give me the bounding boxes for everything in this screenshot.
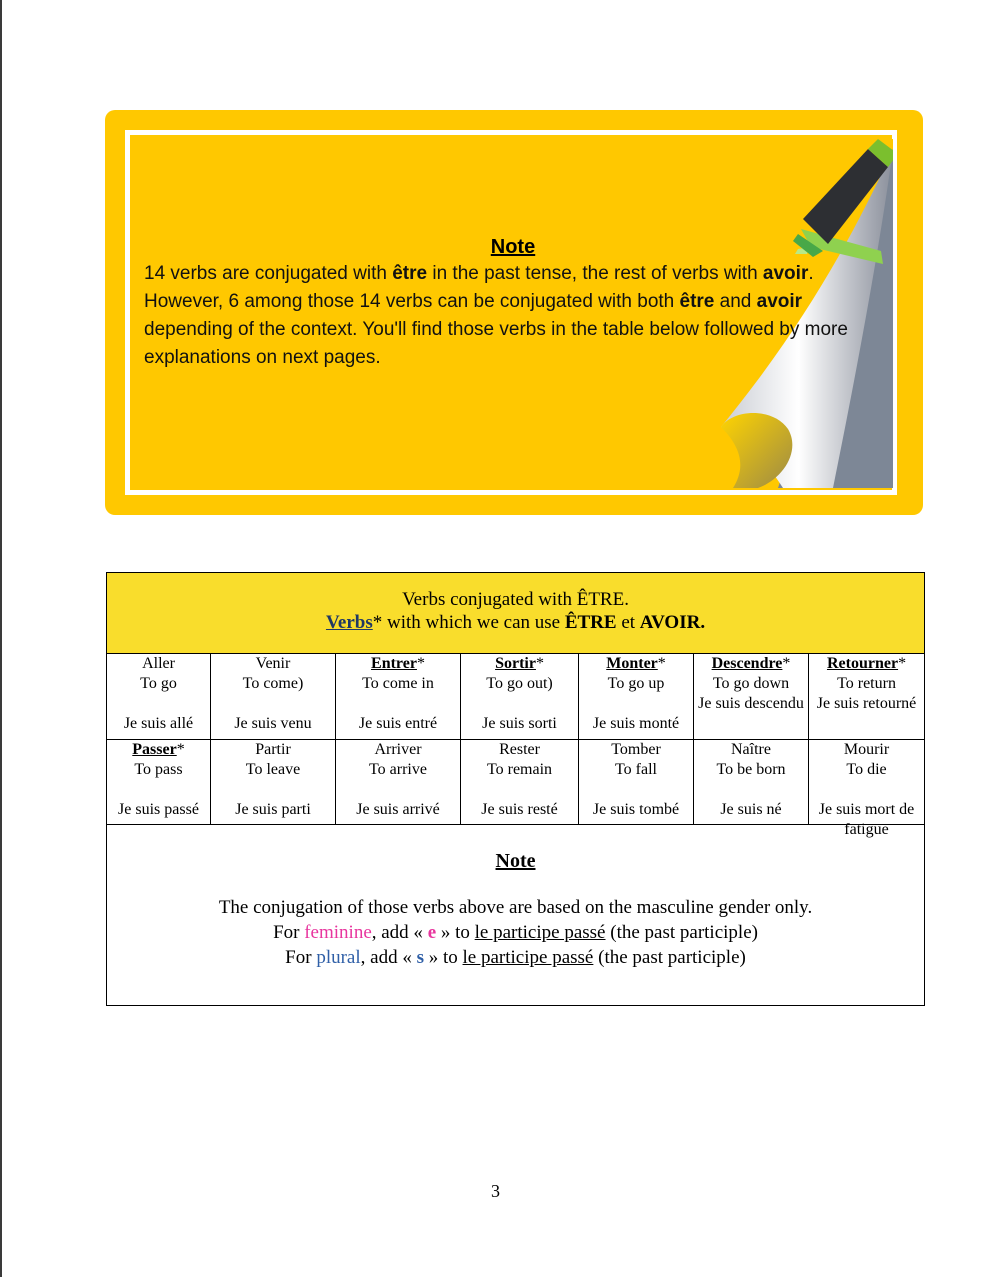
verb-participle: Je suis monté <box>592 715 680 733</box>
verb-infinitive: Retourner* <box>826 655 907 673</box>
verb-infinitive: Arriver <box>374 740 422 758</box>
table-note-title: Note <box>495 850 536 873</box>
note-line-1: The conjugation of those verbs above are based on the masculine gender only. <box>218 897 813 919</box>
verb-infinitive: Venir <box>255 655 291 673</box>
verb-infinitive: Tomber <box>611 740 661 758</box>
note-text: 14 verbs are conjugated with être in the past tense, the rest of verbs with avoir. However, 6 among those 14 verbs can be conjugated with both être and avoir depending of the context. You'll find those verbs in the table below followed by more explanations on next pages. <box>144 263 848 368</box>
verb-translation: To leave <box>245 760 301 778</box>
verb-participle: Je suis resté <box>481 800 558 818</box>
table-note <box>107 825 925 1006</box>
verb-cell-entrer <box>336 654 461 740</box>
verb-translation: To go out) <box>486 675 553 693</box>
verb-cell-retourner <box>809 654 925 740</box>
verb-cell-tomber <box>579 739 694 825</box>
note-inner <box>133 139 893 488</box>
verb-translation: To go up <box>607 675 665 693</box>
verb-infinitive: Partir <box>255 740 291 758</box>
verb-infinitive: Aller <box>142 655 175 673</box>
verb-cell-naitre <box>694 739 809 825</box>
verb-translation: To come in <box>362 675 434 693</box>
table-note-body <box>107 895 924 970</box>
verb-cell-mourir <box>809 739 925 838</box>
verb-participle: Je suis tombé <box>592 800 680 818</box>
verb-cell-descendre <box>694 654 809 740</box>
verb-translation: To go down <box>712 675 790 693</box>
verb-participle: Je suis parti <box>235 800 311 818</box>
page-number: 3 <box>491 1181 500 1201</box>
note-card <box>105 110 923 515</box>
verb-infinitive: Entrer* <box>371 655 425 673</box>
verb-cell-monter <box>579 654 694 740</box>
verb-cell-passer <box>107 739 211 825</box>
note-line-2: For feminine, add « e » to le participe passé (the past participle) <box>273 922 758 944</box>
note-line-3: For plural, add « s » to le participe passé (the past participle) <box>285 947 746 969</box>
verb-participle: Je suis sorti <box>482 715 557 733</box>
verb-participle: Je suis né <box>720 800 782 818</box>
verb-translation: To remain <box>486 760 553 778</box>
verb-translation: To come) <box>242 675 304 693</box>
verb-participle: Je suis passé <box>118 800 199 818</box>
verb-translation: To arrive <box>369 760 427 778</box>
verb-infinitive: Sortir* <box>495 655 544 673</box>
verb-participle: Je suis mort de fatigue <box>818 800 915 838</box>
table-header-line1: Verbs conjugated with ÊTRE. <box>402 589 629 610</box>
verb-participle: Je suis descendu <box>698 695 804 713</box>
verb-infinitive: Monter* <box>606 655 666 673</box>
verb-row-2 <box>107 739 925 825</box>
verb-infinitive: Descendre* <box>711 655 791 673</box>
verb-infinitive: Passer* <box>132 740 185 758</box>
verb-translation: To be born <box>716 760 786 778</box>
verb-cell-partir <box>211 739 336 825</box>
verb-infinitive: Rester <box>499 740 540 758</box>
verb-cell-arriver <box>336 739 461 825</box>
verb-participle: Je suis venu <box>234 715 312 733</box>
verb-row-1 <box>107 654 925 740</box>
verb-translation: To pass <box>134 760 183 778</box>
verb-participle: Je suis entré <box>358 715 438 733</box>
verb-cell-sortir <box>461 654 579 740</box>
verb-participle: Je suis arrivé <box>356 800 440 818</box>
verb-cell-venir <box>211 654 336 740</box>
verb-infinitive: Naître <box>731 740 771 758</box>
verb-cell-aller <box>107 654 211 740</box>
table-header <box>107 573 925 654</box>
verb-participle: Je suis retourné <box>816 695 917 713</box>
verb-cell-rester <box>461 739 579 825</box>
note-title: Note <box>490 236 536 258</box>
verb-translation: To die <box>846 760 887 778</box>
verb-translation: To return <box>837 675 896 693</box>
verb-participle: Je suis allé <box>123 715 194 733</box>
verb-infinitive: Mourir <box>843 740 890 758</box>
verbs-table <box>106 572 925 1006</box>
verb-translation: To fall <box>615 760 657 778</box>
page-edge <box>0 0 2 1277</box>
verb-translation: To go <box>140 675 177 693</box>
table-header-line2: Verbs* with which we can use ÊTRE et AVOIR. <box>325 612 706 633</box>
